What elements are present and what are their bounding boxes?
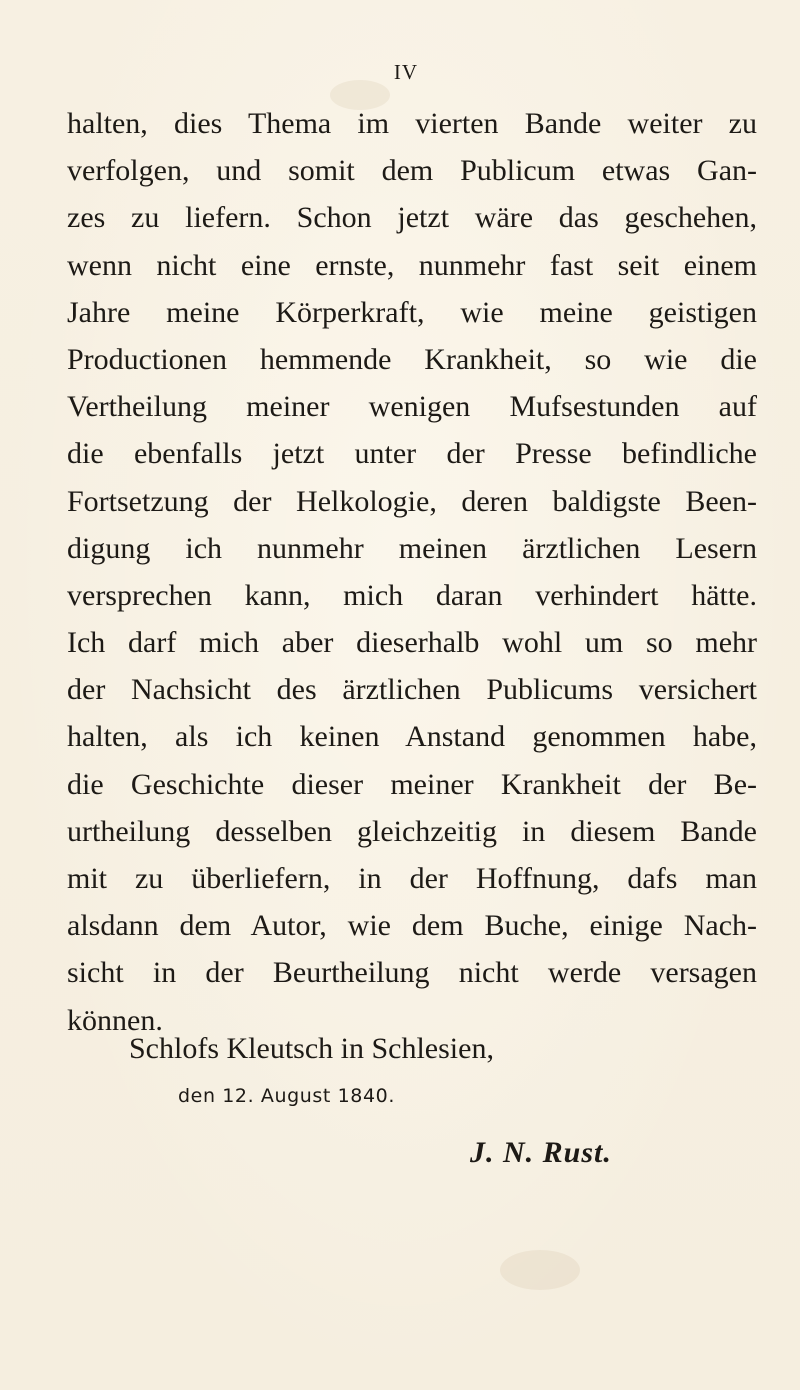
signature: J. N. Rust. [470, 1136, 612, 1169]
text-line: halten, als ich keinen Anstand genommen habe, [67, 720, 757, 754]
text-line: Jahre meine Körperkraft, wie meine geistigen [67, 295, 757, 329]
text-line: Ich darf mich aber dieserhalb wohl um so mehr [67, 626, 757, 660]
text-line: die Geschichte dieser meiner Krankheit der Be- [67, 767, 757, 801]
place-line: Schlofs Kleutsch in Schlesien, [129, 1032, 494, 1065]
text-line: der Nachsicht des ärztlichen Publicums versichert [67, 673, 757, 707]
text-line: verfolgen, und somit dem Publicum etwas Gan- [67, 154, 757, 188]
text-line: Fortsetzung der Helkologie, deren baldigste Been- [67, 484, 757, 518]
body-text [67, 100, 757, 1044]
text-line: urtheilung desselben gleichzeitig in diesem Bande [67, 814, 757, 848]
text-line: sicht in der Beurtheilung nicht werde versagen [67, 956, 757, 990]
text-line: alsdann dem Autor, wie dem Buche, einige Nach- [67, 909, 757, 943]
text-line: Vertheilung meiner wenigen Mufsestunden auf [67, 390, 757, 424]
text-line: die ebenfalls jetzt unter der Presse befindliche [67, 437, 757, 471]
paper-stain [500, 1250, 580, 1290]
text-line: zes zu liefern. Schon jetzt wäre das geschehen, [67, 201, 757, 235]
date-line: den 12. August 1840. [178, 1085, 396, 1107]
text-line: digung ich nunmehr meinen ärztlichen Lesern [67, 531, 757, 565]
text-line: Productionen hemmende Krankheit, so wie die [67, 342, 757, 376]
text-line: mit zu überliefern, in der Hoffnung, dafs man [67, 862, 757, 895]
text-line: wenn nicht eine ernste, nunmehr fast seit einem [67, 248, 757, 282]
text-line: halten, dies Thema im vierten Bande weiter zu [67, 107, 757, 140]
text-line: versprechen kann, mich daran verhindert hätte. [67, 578, 757, 612]
text-line: können. [67, 1003, 163, 1037]
page-number: IV [393, 60, 419, 84]
